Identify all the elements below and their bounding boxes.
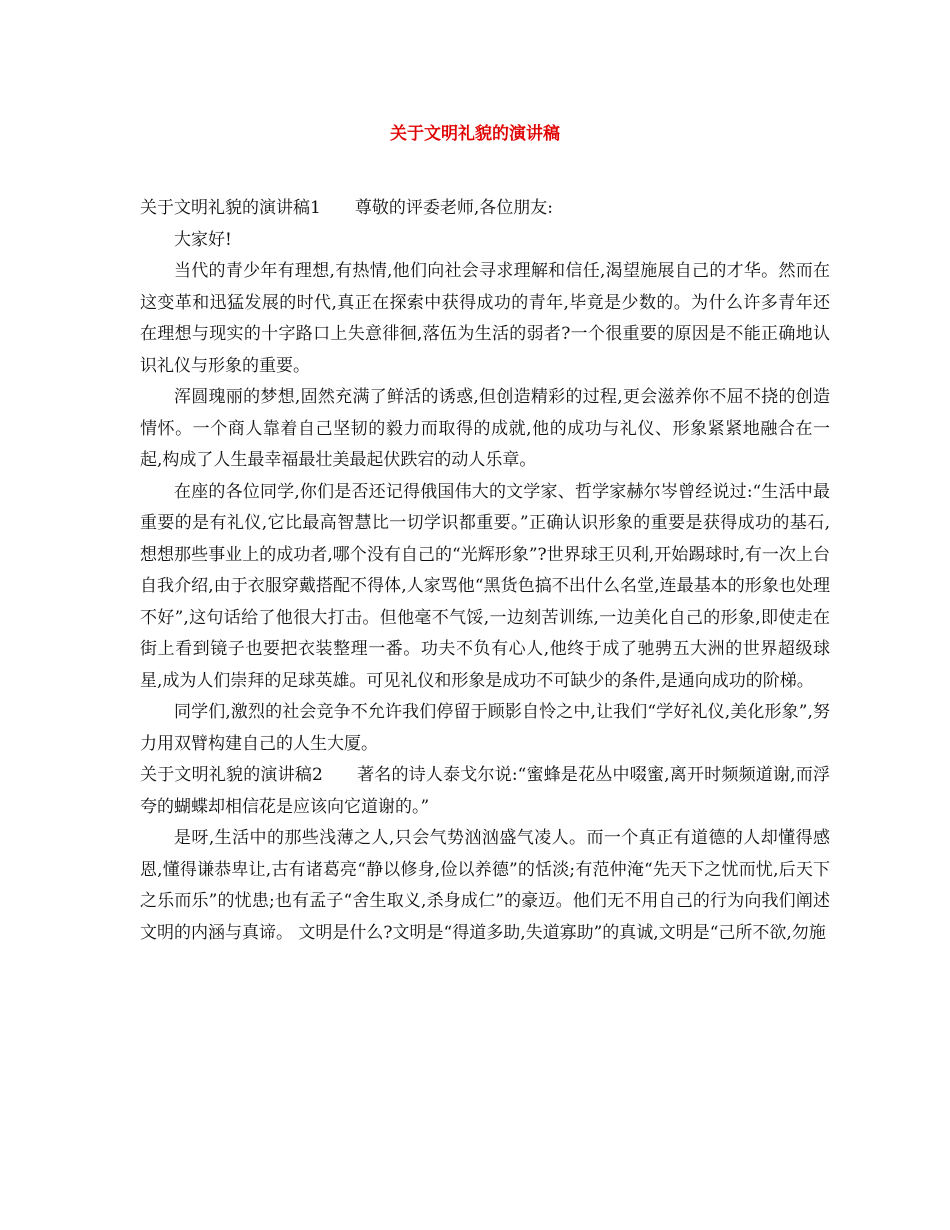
document-body xyxy=(140,193,830,949)
section1-heading-line xyxy=(140,193,830,225)
section2-paragraph: 是呀,生活中的那些浅薄之人,只会气势汹汹盛气凌人。而一个真正有道德的人却懂得感恩,懂得谦恭卑让,古有诸葛亮“静以修身,俭以养德”的恬淡;有范仲淹“先天下之忧而忧,后天下之乐而乐”的忧患;也有孟子“舍生取义,杀身成仁”的豪迈。他们无不用自己的行为向我们阐述文明的内涵与真谛。 文明是什么?文明是“得道多助,失道寡助”的真诚,文明是“己所不欲,勿施 xyxy=(140,828,830,943)
section2-lead: 著名的诗人泰戈尔说:“蜜蜂是花丛中啜蜜,离开时频频道谢,而浮夸的蝴蝶却相信花是应该向它道谢的。” xyxy=(140,765,830,817)
section1-paragraph: 在座的各位同学,你们是否还记得俄国伟大的文学家、哲学家赫尔岑曾经说过:“生活中最重要的是有礼仪,它比最高智慧比一切学识都重要。”正确认识形象的重要是获得成功的基石,想想那些事业上的成功者,哪个没有自己的“光辉形象”?世界球王贝利,开始踢球时,有一次上台自我介绍,由于衣服穿戴搭配不得体,人家骂他“黑货色搞不出什么名堂,连最基本的形象也处理不好”,这句话给了他很大打击。但他毫不气馁,一边刻苦训练,一边美化自己的形象,即使走在街上看到镜子也要把衣装整理一番。功夫不负有心人,他终于成了驰骋五大洲的世界超级球星,成为人们崇拜的足球英雄。可见礼仪和形象是成功不可缺少的条件,是通向成功的阶梯。 xyxy=(140,481,830,691)
section1-heading: 关于文明礼貌的演讲稿1 xyxy=(140,198,321,218)
document-title: 关于文明礼貌的演讲稿 xyxy=(390,124,560,144)
section1-paragraph: 当代的青少年有理想,有热情,他们向社会寻求理解和信任,渴望施展自己的才华。然而在这变革和迅猛发展的时代,真正在探索中获得成功的青年,毕竟是少数的。为什么许多青年还在理想与现实的十字路口上失意徘徊,落伍为生活的弱者?一个很重要的原因是不能正确地认识礼仪与形象的重要。 xyxy=(140,261,830,376)
section2-heading: 关于文明礼貌的演讲稿2 xyxy=(140,765,323,785)
section1-paragraph: 浑圆瑰丽的梦想,固然充满了鲜活的诱惑,但创造精彩的过程,更会滋养你不屈不挠的创造情怀。一个商人靠着自己坚韧的毅力而取得的成就,他的成功与礼仪、形象紧紧地融合在一起,构成了人生最幸福最壮美最起伏跌宕的动人乐章。 xyxy=(140,387,830,470)
section1-greeting: 大家好! xyxy=(174,229,232,250)
section1-salutation: 尊敬的评委老师,各位朋友: xyxy=(354,198,553,218)
section2-heading-line xyxy=(140,760,830,823)
section1-paragraph: 同学们,激烈的社会竞争不允许我们停留于顾影自怜之中,让我们“学好礼仪,美化形象”,努力用双臂构建自己的人生大厦。 xyxy=(140,702,830,754)
